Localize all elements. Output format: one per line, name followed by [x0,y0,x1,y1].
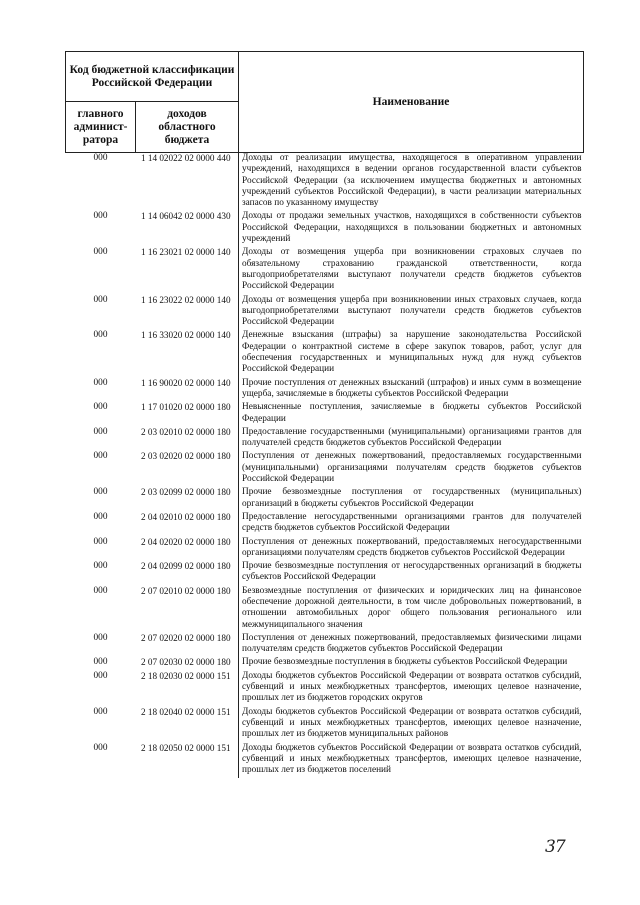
admin-code-cell: 000 [93,670,108,681]
table-row [66,633,584,658]
table-row [66,512,584,537]
name-cell: Предоставление государственными (муниципальными) организациями грантов для получателей средств бюджетов субъектов Российской Федерации [239,427,584,452]
income-code-cell: 2 18 02030 02 0000 151 [140,670,231,681]
table-row [66,586,584,633]
name-cell: Доходы бюджетов субъектов Российской Федерации от возврата остатков субсидий, субвенций и иных межбюджетных трансфертов, имеющих целевое назначение, прошлых лет из бюджетов поселений [239,743,584,779]
name-cell: Денежные взыскания (штрафы) за нарушение законодательства Российской Федерации о контрактной системе в сфере закупок товаров, работ, услуг для обеспечения государственных и муниципальных нужд для нужд субъектов Российской Федерации [239,330,584,377]
admin-code-cell: 000 [93,247,108,258]
table-row [66,330,584,377]
name-cell: Безвозмездные поступления от физических и юридических лиц на финансовое обеспечение дорожной деятельности, в том числе добровольных пожертвований, в отношении автомобильных дорог общего пользования регионального или межмуниципального значения [239,586,584,633]
admin-code-cell: 000 [93,426,108,437]
header-income: доходов областного бюджета [136,102,239,153]
income-code-cell: 1 16 23021 02 0000 140 [140,247,231,258]
name-cell: Доходы от продажи земельных участков, находящихся в собственности субъектов Российской Федерации, находящихся в пользовании бюджетных и автономных учреждений [239,211,584,247]
budget-classification-table [65,51,584,778]
income-code-cell: 2 03 02099 02 0000 180 [140,487,231,498]
name-cell: Доходы от возмещения ущерба при возникновении иных страховых случаев, когда выгодоприобретателями выступают получатели средств бюджетов субъектов Российской Федерации [239,295,584,331]
admin-code-cell: 000 [93,632,108,643]
table-row [66,707,584,743]
name-cell: Прочие поступления от денежных взысканий (штрафов) и иных сумм в возмещение ущерба, зачисляемые в бюджеты субъектов Российской Федерации [239,378,584,403]
income-code-cell: 1 16 90020 02 0000 140 [140,377,231,388]
name-cell: Доходы от реализации имущества, находящегося в оперативном управлении учреждений, находящихся в ведении органов государственной власти субъектов Российской Федерации (за исключением имущества бюджетных и автономных учреждений субъектов Российской Федерации), в части реализации материальных запасов по указанному имуществу [239,153,584,212]
table-row [66,561,584,586]
income-code-cell: 1 14 06042 02 0000 430 [140,211,231,222]
income-code-cell: 1 14 02022 02 0000 440 [140,153,231,163]
admin-code-cell: 000 [93,742,108,753]
income-code-cell: 2 07 02020 02 0000 180 [140,632,231,643]
admin-code-cell: 000 [93,487,108,498]
table-row [66,537,584,562]
table-row [66,657,584,670]
income-code-cell: 2 03 02020 02 0000 180 [140,451,231,462]
income-code-cell: 2 04 02020 02 0000 180 [140,536,231,547]
name-cell: Поступления от денежных пожертвований, предоставляемых государственными (муниципальными) организациями получателям средств бюджетов субъектов Российской Федерации [239,451,584,487]
table-header [66,52,584,153]
income-code-cell: 2 18 02050 02 0000 151 [140,742,231,753]
name-cell: Прочие безвозмездные поступления от негосударственных организаций в бюджеты субъектов Российской Федерации [239,561,584,586]
admin-code-cell: 000 [93,451,108,462]
admin-code-cell: 000 [93,153,108,163]
income-code-cell: 1 16 23022 02 0000 140 [140,294,231,305]
table-row [66,153,584,212]
admin-code-cell: 000 [93,211,108,222]
name-cell: Поступления от денежных пожертвований, предоставляемых негосударственными организациями получателям средств бюджетов субъектов Российской Федерации [239,537,584,562]
income-code-cell: 2 04 02010 02 0000 180 [140,511,231,522]
table-body [66,153,584,779]
header-code-group: Код бюджетной классификации Российской Федерации [66,52,239,102]
table-row [66,451,584,487]
admin-code-cell: 000 [93,377,108,388]
admin-code-cell: 000 [93,585,108,596]
admin-code-cell: 000 [93,536,108,547]
name-cell: Предоставление негосударственными организациями грантов для получателей средств бюджетов субъектов Российской Федерации [239,512,584,537]
table-row [66,211,584,247]
income-code-cell: 2 07 02010 02 0000 180 [140,585,231,596]
page-number: 37 [545,837,565,857]
income-code-cell: 2 07 02030 02 0000 180 [140,657,231,668]
admin-code-cell: 000 [93,657,108,668]
income-code-cell: 2 18 02040 02 0000 151 [140,706,231,717]
header-admin: главного админист-ратора [66,102,136,153]
income-code-cell: 2 04 02099 02 0000 180 [140,561,231,572]
table-row [66,671,584,707]
name-cell: Поступления от денежных пожертвований, предоставляемых физическими лицами получателям средств бюджетов субъектов Российской Федерации [239,633,584,658]
admin-code-cell: 000 [93,330,108,341]
table-row [66,378,584,403]
table-row [66,487,584,512]
income-code-cell: 1 17 01020 02 0000 180 [140,402,231,413]
table-row [66,743,584,779]
name-cell: Прочие безвозмездные поступления от государственных (муниципальных) организаций в бюджеты субъектов Российской Федерации [239,487,584,512]
name-cell: Доходы от возмещения ущерба при возникновении страховых случаев по обязательному страхованию гражданской ответственности, когда выгодоприобретателями выступают получатели средств бюджетов субъектов Российской Федерации [239,247,584,294]
name-cell: Прочие безвозмездные поступления в бюджеты субъектов Российской Федерации [239,657,584,670]
header-name: Наименование [239,52,584,153]
income-code-cell: 1 16 33020 02 0000 140 [140,330,231,341]
admin-code-cell: 000 [93,294,108,305]
admin-code-cell: 000 [93,706,108,717]
admin-code-cell: 000 [93,511,108,522]
admin-code-cell: 000 [93,402,108,413]
name-cell: Доходы бюджетов субъектов Российской Федерации от возврата остатков субсидий, субвенций и иных межбюджетных трансфертов, имеющих целевое назначение, прошлых лет из бюджетов муниципальных районов [239,707,584,743]
table-row [66,427,584,452]
admin-code-cell: 000 [93,561,108,572]
name-cell: Невыясненные поступления, зачисляемые в бюджеты субъектов Российской Федерации [239,402,584,427]
table-row [66,247,584,294]
income-code-cell: 2 03 02010 02 0000 180 [140,426,231,437]
table-row [66,295,584,331]
table-row [66,402,584,427]
name-cell: Доходы бюджетов субъектов Российской Федерации от возврата остатков субсидий, субвенций и иных межбюджетных трансфертов, имеющих целевое назначение, прошлых лет из бюджетов городских округов [239,671,584,707]
